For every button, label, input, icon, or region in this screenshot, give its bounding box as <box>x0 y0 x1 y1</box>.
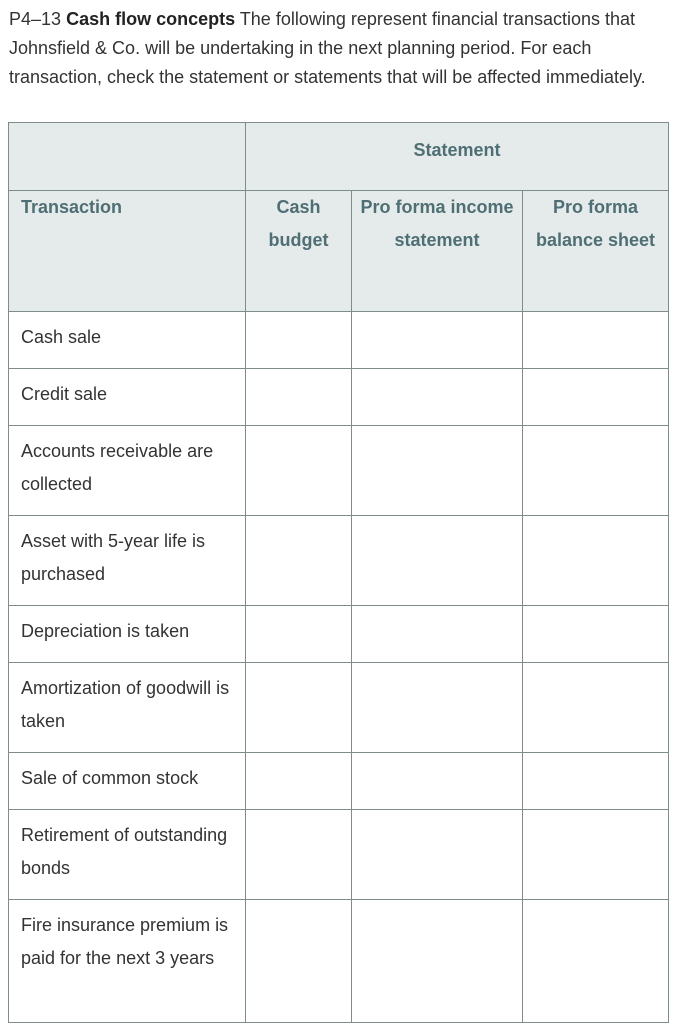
table-column-header-row <box>9 191 669 312</box>
table-row <box>9 516 669 606</box>
balance-sheet-check-cell[interactable] <box>523 753 669 810</box>
cash-budget-check-cell[interactable] <box>246 810 352 900</box>
transaction-label: Fire insurance premium is paid for the next 3 years <box>9 900 246 1023</box>
cash-budget-column-header: Cash budget <box>246 191 352 312</box>
balance-sheet-check-cell[interactable] <box>523 810 669 900</box>
blank-header-cell <box>9 123 246 191</box>
table-row <box>9 900 669 1023</box>
cash-budget-check-cell[interactable] <box>246 516 352 606</box>
transaction-label: Sale of common stock <box>9 753 246 810</box>
transaction-label: Cash sale <box>9 312 246 369</box>
transaction-label: Amortization of goodwill is taken <box>9 663 246 753</box>
statement-table <box>8 122 669 1023</box>
income-statement-check-cell[interactable] <box>352 810 523 900</box>
transaction-label: Depreciation is taken <box>9 606 246 663</box>
statement-group-header: Statement <box>246 123 669 191</box>
balance-sheet-check-cell[interactable] <box>523 426 669 516</box>
transaction-label: Asset with 5-year life is purchased <box>9 516 246 606</box>
table-group-header-row <box>9 123 669 191</box>
table-row <box>9 606 669 663</box>
balance-sheet-check-cell[interactable] <box>523 663 669 753</box>
income-statement-check-cell[interactable] <box>352 426 523 516</box>
transaction-label: Retirement of outstanding bonds <box>9 810 246 900</box>
income-statement-check-cell[interactable] <box>352 516 523 606</box>
table-row <box>9 663 669 753</box>
balance-sheet-column-header: Pro forma balance sheet <box>523 191 669 312</box>
balance-sheet-check-cell[interactable] <box>523 516 669 606</box>
income-statement-check-cell[interactable] <box>352 900 523 1023</box>
cash-budget-check-cell[interactable] <box>246 606 352 663</box>
cash-budget-check-cell[interactable] <box>246 369 352 426</box>
problem-title: Cash flow concepts <box>66 9 236 29</box>
table-row <box>9 312 669 369</box>
table-row <box>9 810 669 900</box>
transaction-label: Accounts receivable are collected <box>9 426 246 516</box>
balance-sheet-check-cell[interactable] <box>523 312 669 369</box>
balance-sheet-check-cell[interactable] <box>523 606 669 663</box>
cash-budget-check-cell[interactable] <box>246 312 352 369</box>
balance-sheet-check-cell[interactable] <box>523 369 669 426</box>
income-statement-check-cell[interactable] <box>352 606 523 663</box>
transaction-column-header: Transaction <box>9 191 246 312</box>
income-statement-check-cell[interactable] <box>352 663 523 753</box>
cash-budget-check-cell[interactable] <box>246 753 352 810</box>
balance-sheet-check-cell[interactable] <box>523 900 669 1023</box>
problem-text: The following represent financial transactions that Johnsfield & Co. will be undertaking in the next planning period. For each transaction, check the statement or statements that will be affected immediately. <box>9 9 646 87</box>
problem-statement <box>9 5 679 92</box>
income-statement-column-header: Pro forma income statement <box>352 191 523 312</box>
income-statement-check-cell[interactable] <box>352 312 523 369</box>
table-row <box>9 426 669 516</box>
cash-budget-check-cell[interactable] <box>246 663 352 753</box>
table-row <box>9 369 669 426</box>
transaction-label: Credit sale <box>9 369 246 426</box>
cash-budget-check-cell[interactable] <box>246 426 352 516</box>
cash-budget-check-cell[interactable] <box>246 900 352 1023</box>
problem-number: P4–13 <box>9 9 62 29</box>
income-statement-check-cell[interactable] <box>352 369 523 426</box>
income-statement-check-cell[interactable] <box>352 753 523 810</box>
table-row <box>9 753 669 810</box>
